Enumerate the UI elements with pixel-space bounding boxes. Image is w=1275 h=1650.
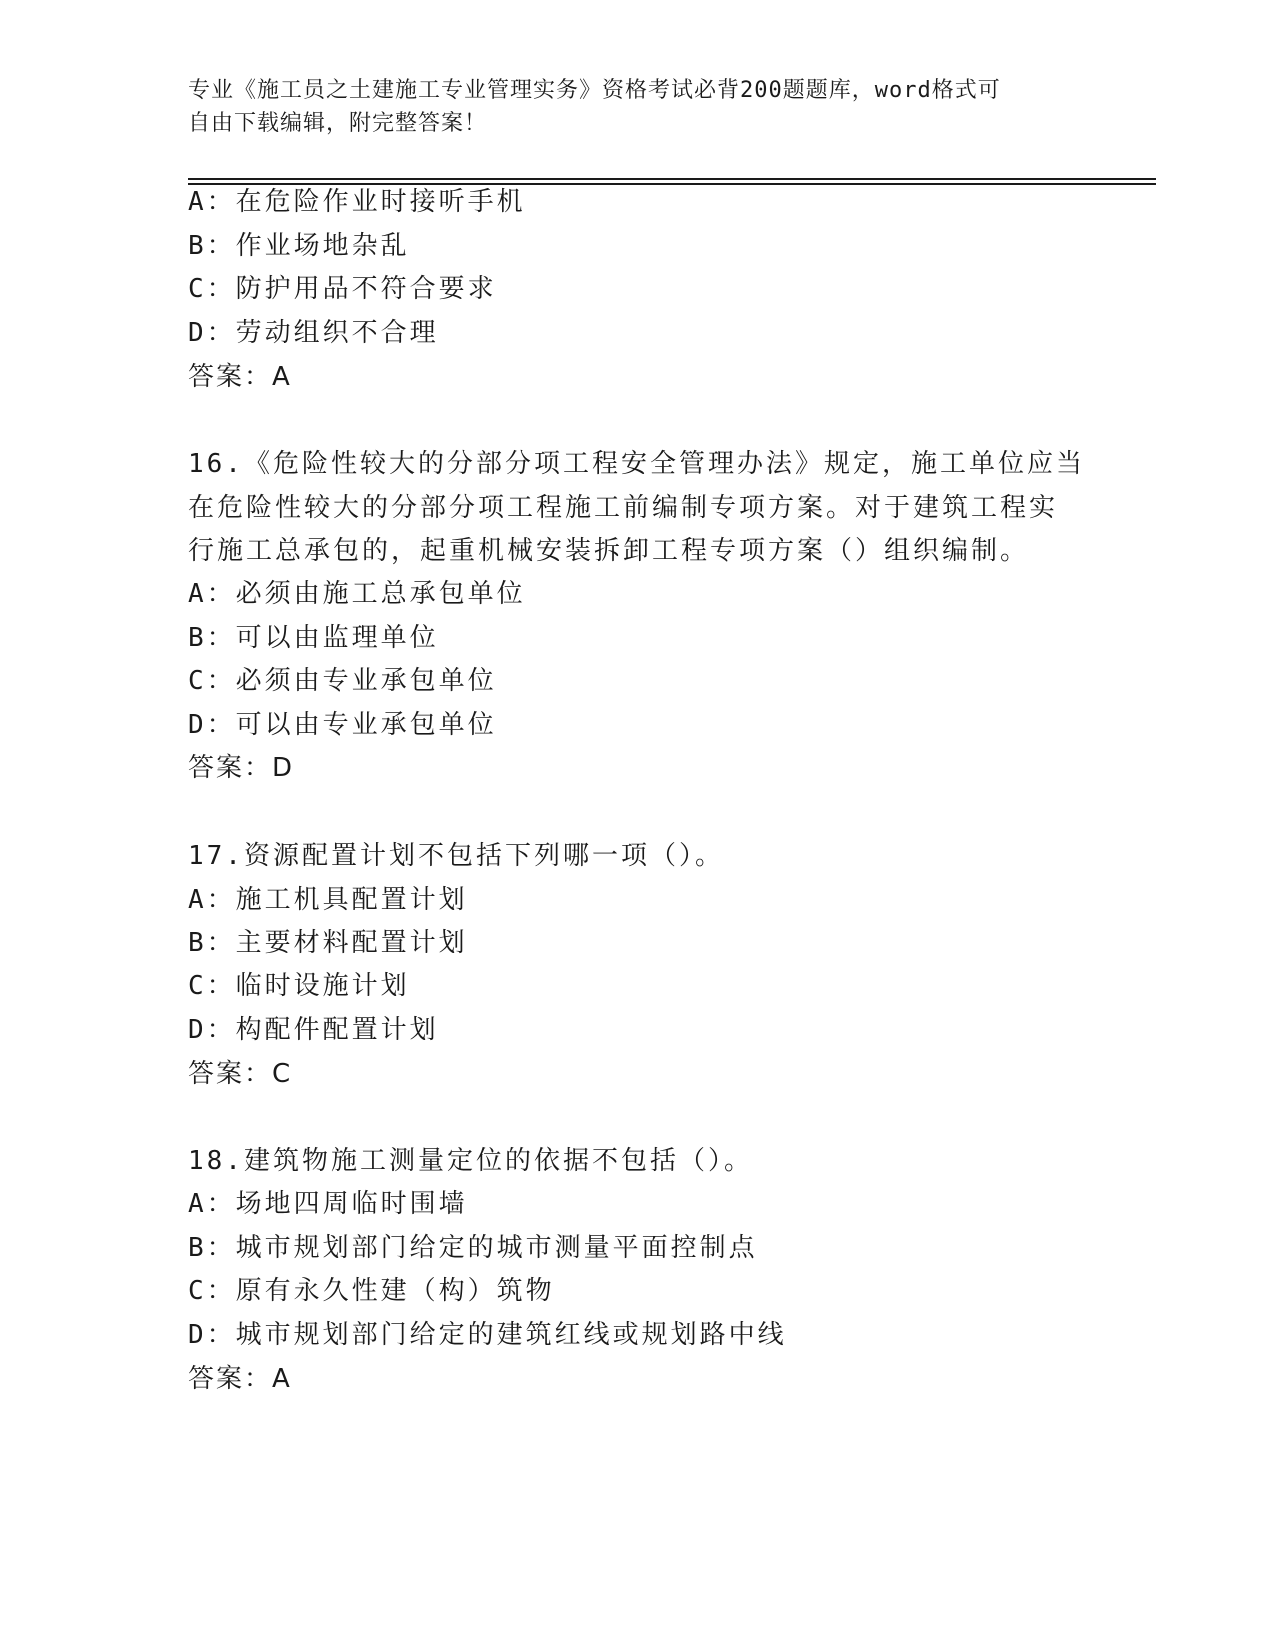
q16-option-b: B：可以由监理单位 (188, 623, 439, 653)
header-line-1: 专业《施工员之土建施工专业管理实务》资格考试必背200题题库，word格式可 (188, 78, 1001, 103)
q15-option-d: D：劳动组织不合理 (188, 318, 439, 348)
q15-option-b: B：作业场地杂乱 (188, 231, 410, 261)
q15-option-c: C：防护用品不符合要求 (188, 274, 497, 304)
q17-option-d: D：构配件配置计划 (188, 1015, 439, 1045)
q17-option-b: B：主要材料配置计划 (188, 928, 468, 958)
q17-text-line-1: 17.资源配置计划不包括下列哪一项（）。 (188, 841, 724, 871)
q15-answer: 答案：A (188, 362, 292, 392)
q18-option-d: D：城市规划部门给定的建筑红线或规划路中线 (188, 1320, 787, 1350)
q16-option-a: A：必须由施工总承包单位 (188, 579, 526, 609)
q17-option-c: C：临时设施计划 (188, 971, 410, 1001)
q16-text-line-2: 在危险性较大的分部分项工程施工前编制专项方案。对于建筑工程实 (188, 493, 1059, 523)
q18-option-a: A：场地四周临时围墙 (188, 1189, 468, 1219)
q18-text-line-1: 18.建筑物施工测量定位的依据不包括（）。 (188, 1146, 753, 1176)
q18-option-b: B：城市规划部门给定的城市测量平面控制点 (188, 1233, 758, 1263)
q16-text-line-3: 行施工总承包的，起重机械安装拆卸工程专项方案（）组织编制。 (188, 536, 1030, 566)
q15-option-a: A：在危险作业时接听手机 (188, 187, 526, 217)
q16-answer: 答案：D (188, 753, 295, 783)
q17-answer: 答案：C (188, 1059, 293, 1089)
q18-option-c: C：原有永久性建（构）筑物 (188, 1276, 555, 1306)
document-header (188, 74, 1068, 140)
q16-option-d: D：可以由专业承包单位 (188, 710, 497, 740)
q16-text-line-1: 16.《危险性较大的分部分项工程安全管理办法》规定，施工单位应当 (188, 449, 1085, 479)
header-line-2: 自由下载编辑，附完整答案！ (188, 111, 488, 136)
q17-option-a: A：施工机具配置计划 (188, 885, 468, 915)
q16-option-c: C：必须由专业承包单位 (188, 666, 497, 696)
header-divider-bottom (188, 183, 1156, 185)
header-divider-top (188, 178, 1156, 180)
q18-answer: 答案：A (188, 1364, 292, 1394)
